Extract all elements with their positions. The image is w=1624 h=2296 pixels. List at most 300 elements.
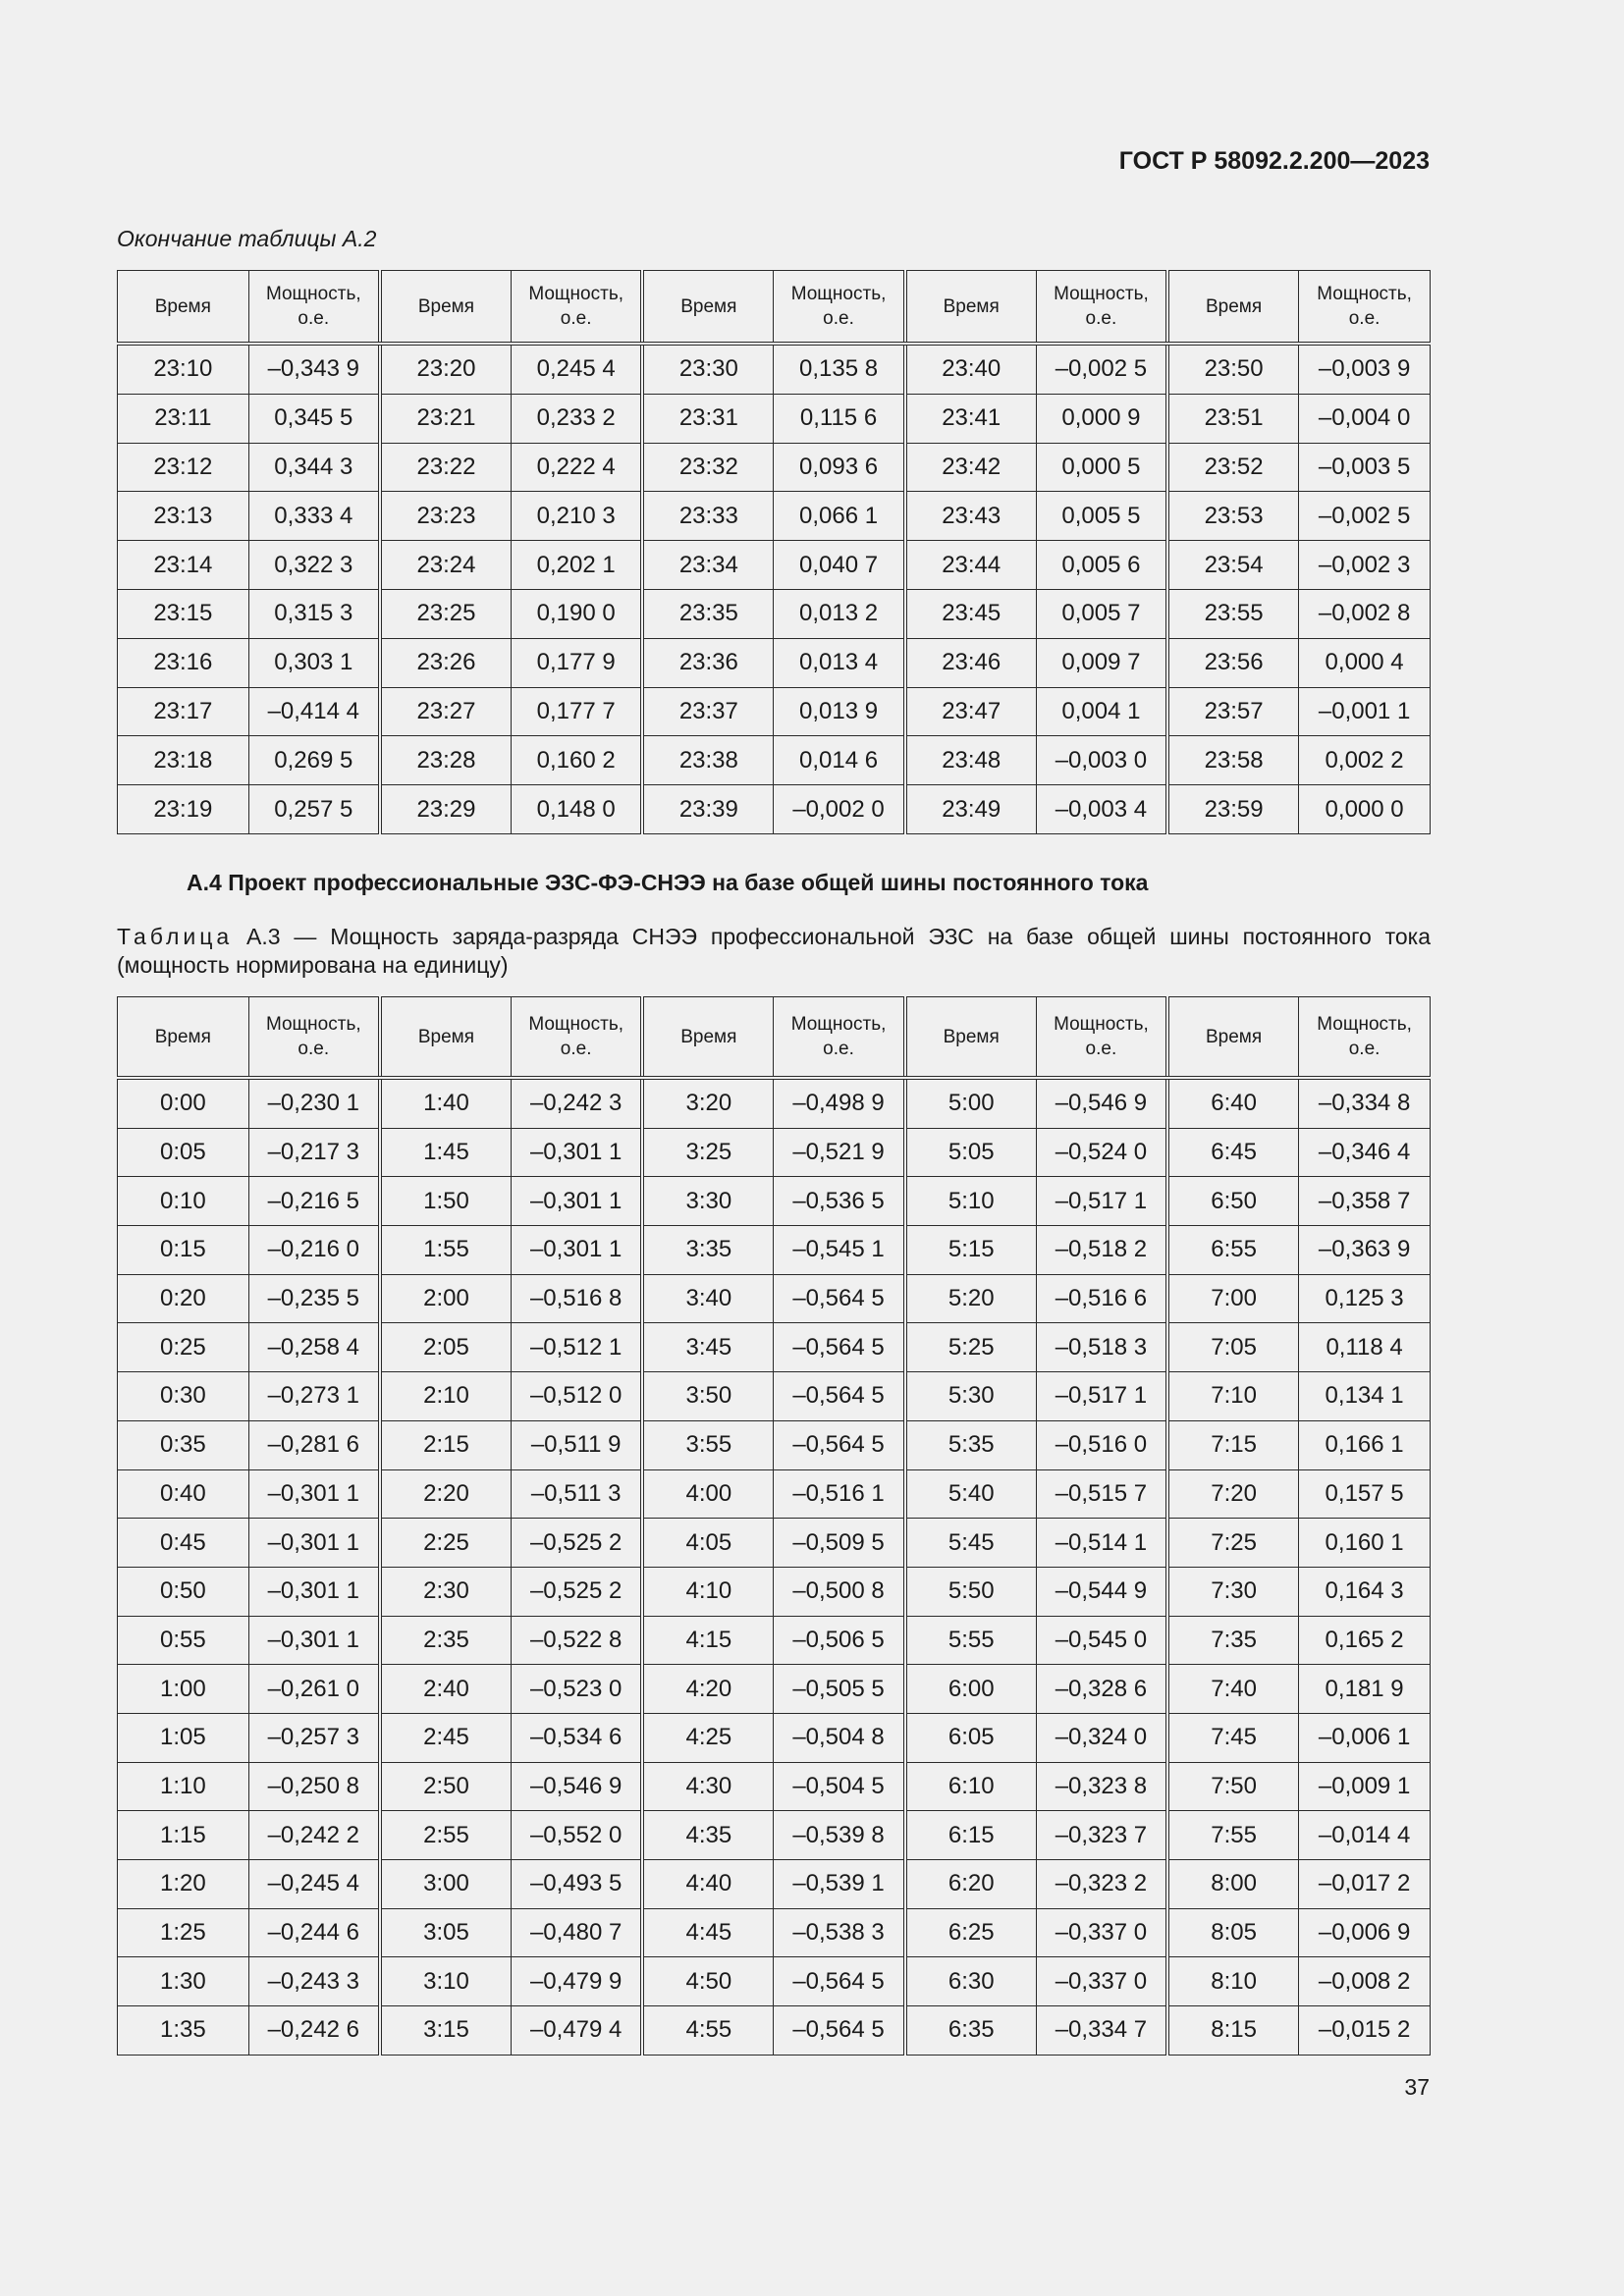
power-cell: –0,301 1 bbox=[248, 1519, 380, 1568]
time-cell: 0:35 bbox=[118, 1420, 249, 1469]
power-cell: 0,014 6 bbox=[774, 736, 905, 785]
time-cell: 3:45 bbox=[642, 1323, 774, 1372]
power-cell: 0,093 6 bbox=[774, 443, 905, 492]
time-cell: 7:35 bbox=[1167, 1616, 1299, 1665]
power-cell: –0,517 1 bbox=[1036, 1372, 1167, 1421]
table-caption-label: Таблица bbox=[117, 924, 234, 949]
power-cell: –0,015 2 bbox=[1299, 2006, 1431, 2056]
time-cell: 0:50 bbox=[118, 1567, 249, 1616]
power-cell: 0,157 5 bbox=[1299, 1469, 1431, 1519]
power-cell: –0,258 4 bbox=[248, 1323, 380, 1372]
time-cell: 23:56 bbox=[1167, 638, 1299, 687]
power-cell: –0,323 8 bbox=[1036, 1762, 1167, 1811]
table-row bbox=[118, 443, 1431, 492]
time-cell: 23:45 bbox=[905, 589, 1037, 638]
time-cell: 3:05 bbox=[380, 1908, 512, 1957]
time-cell: 23:19 bbox=[118, 785, 249, 834]
power-cell: –0,516 1 bbox=[774, 1469, 905, 1519]
time-cell: 23:24 bbox=[380, 541, 512, 590]
time-cell: 4:15 bbox=[642, 1616, 774, 1665]
power-cell: –0,003 5 bbox=[1299, 443, 1431, 492]
time-cell: 1:50 bbox=[380, 1177, 512, 1226]
time-cell: 23:43 bbox=[905, 492, 1037, 541]
power-cell: –0,363 9 bbox=[1299, 1226, 1431, 1275]
power-cell: –0,230 1 bbox=[248, 1078, 380, 1128]
power-cell: –0,002 5 bbox=[1299, 492, 1431, 541]
time-cell: 2:25 bbox=[380, 1519, 512, 1568]
power-cell: 0,013 4 bbox=[774, 638, 905, 687]
power-cell: –0,242 2 bbox=[248, 1811, 380, 1860]
power-cell: –0,261 0 bbox=[248, 1665, 380, 1714]
time-cell: 4:50 bbox=[642, 1957, 774, 2006]
time-cell: 23:22 bbox=[380, 443, 512, 492]
power-cell: –0,544 9 bbox=[1036, 1567, 1167, 1616]
power-cell: –0,242 3 bbox=[512, 1078, 643, 1128]
time-cell: 0:45 bbox=[118, 1519, 249, 1568]
time-cell: 23:57 bbox=[1167, 687, 1299, 736]
time-cell: 7:00 bbox=[1167, 1274, 1299, 1323]
time-cell: 6:10 bbox=[905, 1762, 1037, 1811]
table-row bbox=[118, 541, 1431, 590]
power-cell: 0,245 4 bbox=[512, 344, 643, 394]
column-header-power: Мощность, о.е. bbox=[774, 997, 905, 1079]
time-cell: 2:55 bbox=[380, 1811, 512, 1860]
power-cell: –0,536 5 bbox=[774, 1177, 905, 1226]
time-cell: 23:35 bbox=[642, 589, 774, 638]
power-cell: –0,244 6 bbox=[248, 1908, 380, 1957]
time-cell: 0:25 bbox=[118, 1323, 249, 1372]
power-cell: –0,506 5 bbox=[774, 1616, 905, 1665]
power-cell: –0,301 1 bbox=[512, 1226, 643, 1275]
time-cell: 0:40 bbox=[118, 1469, 249, 1519]
power-cell: –0,512 0 bbox=[512, 1372, 643, 1421]
power-cell: 0,210 3 bbox=[512, 492, 643, 541]
power-cell: –0,564 5 bbox=[774, 1274, 905, 1323]
power-cell: –0,003 4 bbox=[1036, 785, 1167, 834]
time-cell: 4:55 bbox=[642, 2006, 774, 2056]
time-cell: 1:10 bbox=[118, 1762, 249, 1811]
power-cell: –0,523 0 bbox=[512, 1665, 643, 1714]
section-title: Проект профессиональные ЭЗС-ФЭ-СНЭЭ на базе общей шины постоянного тока bbox=[228, 870, 1149, 895]
time-cell: 7:10 bbox=[1167, 1372, 1299, 1421]
time-cell: 5:30 bbox=[905, 1372, 1037, 1421]
power-cell: –0,564 5 bbox=[774, 1957, 905, 2006]
time-cell: 4:00 bbox=[642, 1469, 774, 1519]
time-cell: 2:20 bbox=[380, 1469, 512, 1519]
table-row bbox=[118, 1811, 1431, 1860]
power-cell: –0,505 5 bbox=[774, 1665, 905, 1714]
time-cell: 23:25 bbox=[380, 589, 512, 638]
time-cell: 4:30 bbox=[642, 1762, 774, 1811]
column-header-power: Мощность, о.е. bbox=[512, 997, 643, 1079]
time-cell: 23:21 bbox=[380, 394, 512, 443]
time-cell: 23:12 bbox=[118, 443, 249, 492]
power-cell: –0,003 9 bbox=[1299, 344, 1431, 394]
table-row bbox=[118, 1323, 1431, 1372]
table-header-row bbox=[118, 271, 1431, 345]
power-cell: –0,250 8 bbox=[248, 1762, 380, 1811]
power-cell: 0,165 2 bbox=[1299, 1616, 1431, 1665]
column-header-power: Мощность, о.е. bbox=[1036, 997, 1167, 1079]
table-row bbox=[118, 1665, 1431, 1714]
power-cell: –0,346 4 bbox=[1299, 1128, 1431, 1177]
power-cell: –0,414 4 bbox=[248, 687, 380, 736]
table-a3 bbox=[117, 996, 1431, 2056]
page-number: 37 bbox=[1404, 2074, 1430, 2100]
table-row bbox=[118, 1616, 1431, 1665]
table-row bbox=[118, 1128, 1431, 1177]
time-cell: 6:25 bbox=[905, 1908, 1037, 1957]
power-cell: –0,538 3 bbox=[774, 1908, 905, 1957]
power-cell: –0,479 4 bbox=[512, 2006, 643, 2056]
time-cell: 6:55 bbox=[1167, 1226, 1299, 1275]
column-header-power: Мощность, о.е. bbox=[774, 271, 905, 345]
power-cell: –0,564 5 bbox=[774, 1420, 905, 1469]
column-header-time: Время bbox=[642, 997, 774, 1079]
power-cell: –0,001 1 bbox=[1299, 687, 1431, 736]
column-header-time: Время bbox=[1167, 997, 1299, 1079]
power-cell: –0,004 0 bbox=[1299, 394, 1431, 443]
time-cell: 6:35 bbox=[905, 2006, 1037, 2056]
time-cell: 7:05 bbox=[1167, 1323, 1299, 1372]
column-header-time: Время bbox=[118, 271, 249, 345]
time-cell: 0:05 bbox=[118, 1128, 249, 1177]
time-cell: 23:41 bbox=[905, 394, 1037, 443]
time-cell: 23:32 bbox=[642, 443, 774, 492]
power-cell: 0,345 5 bbox=[248, 394, 380, 443]
time-cell: 7:50 bbox=[1167, 1762, 1299, 1811]
power-cell: 0,257 5 bbox=[248, 785, 380, 834]
power-cell: –0,512 1 bbox=[512, 1323, 643, 1372]
table-caption bbox=[117, 923, 1431, 980]
time-cell: 23:13 bbox=[118, 492, 249, 541]
time-cell: 8:15 bbox=[1167, 2006, 1299, 2056]
power-cell: –0,516 8 bbox=[512, 1274, 643, 1323]
time-cell: 6:15 bbox=[905, 1811, 1037, 1860]
time-cell: 4:35 bbox=[642, 1811, 774, 1860]
power-cell: –0,500 8 bbox=[774, 1567, 905, 1616]
power-cell: –0,564 5 bbox=[774, 2006, 905, 2056]
power-cell: 0,166 1 bbox=[1299, 1420, 1431, 1469]
power-cell: 0,000 9 bbox=[1036, 394, 1167, 443]
power-cell: –0,504 8 bbox=[774, 1713, 905, 1762]
power-cell: –0,014 4 bbox=[1299, 1811, 1431, 1860]
table-caption-text: А.3 — Мощность заряда-разряда СНЭЭ профессиональной ЭЗС на базе общей шины постоянного тока (мощность нормирована на единицу) bbox=[117, 924, 1431, 978]
time-cell: 23:58 bbox=[1167, 736, 1299, 785]
power-cell: 0,322 3 bbox=[248, 541, 380, 590]
table-row bbox=[118, 1469, 1431, 1519]
time-cell: 23:27 bbox=[380, 687, 512, 736]
column-header-power: Мощность, о.е. bbox=[1036, 271, 1167, 345]
section-heading bbox=[187, 870, 1148, 896]
time-cell: 23:11 bbox=[118, 394, 249, 443]
table-row bbox=[118, 1372, 1431, 1421]
table-row bbox=[118, 1420, 1431, 1469]
power-cell: –0,334 7 bbox=[1036, 2006, 1167, 2056]
table-row bbox=[118, 687, 1431, 736]
time-cell: 0:20 bbox=[118, 1274, 249, 1323]
power-cell: –0,511 9 bbox=[512, 1420, 643, 1469]
power-cell: –0,545 1 bbox=[774, 1226, 905, 1275]
time-cell: 3:00 bbox=[380, 1860, 512, 1909]
table-header-row bbox=[118, 997, 1431, 1079]
power-cell: 0,115 6 bbox=[774, 394, 905, 443]
power-cell: –0,564 5 bbox=[774, 1323, 905, 1372]
time-cell: 2:10 bbox=[380, 1372, 512, 1421]
power-cell: 0,164 3 bbox=[1299, 1567, 1431, 1616]
table-continuation-caption: Окончание таблицы А.2 bbox=[117, 226, 377, 251]
time-cell: 23:30 bbox=[642, 344, 774, 394]
power-cell: –0,002 3 bbox=[1299, 541, 1431, 590]
time-cell: 23:26 bbox=[380, 638, 512, 687]
time-cell: 3:25 bbox=[642, 1128, 774, 1177]
power-cell: 0,002 2 bbox=[1299, 736, 1431, 785]
time-cell: 8:10 bbox=[1167, 1957, 1299, 2006]
power-cell: 0,177 9 bbox=[512, 638, 643, 687]
power-cell: 0,135 8 bbox=[774, 344, 905, 394]
time-cell: 4:20 bbox=[642, 1665, 774, 1714]
power-cell: –0,216 0 bbox=[248, 1226, 380, 1275]
power-cell: 0,005 6 bbox=[1036, 541, 1167, 590]
time-cell: 3:30 bbox=[642, 1177, 774, 1226]
power-cell: –0,328 6 bbox=[1036, 1665, 1167, 1714]
time-cell: 23:34 bbox=[642, 541, 774, 590]
time-cell: 1:20 bbox=[118, 1860, 249, 1909]
power-cell: –0,216 5 bbox=[248, 1177, 380, 1226]
power-cell: 0,125 3 bbox=[1299, 1274, 1431, 1323]
power-cell: –0,337 0 bbox=[1036, 1957, 1167, 2006]
time-cell: 1:35 bbox=[118, 2006, 249, 2056]
power-cell: –0,257 3 bbox=[248, 1713, 380, 1762]
time-cell: 5:20 bbox=[905, 1274, 1037, 1323]
time-cell: 6:40 bbox=[1167, 1078, 1299, 1128]
time-cell: 3:35 bbox=[642, 1226, 774, 1275]
power-cell: –0,515 7 bbox=[1036, 1469, 1167, 1519]
power-cell: –0,301 1 bbox=[512, 1177, 643, 1226]
power-cell: –0,522 8 bbox=[512, 1616, 643, 1665]
time-cell: 23:44 bbox=[905, 541, 1037, 590]
power-cell: 0,269 5 bbox=[248, 736, 380, 785]
power-cell: –0,008 2 bbox=[1299, 1957, 1431, 2006]
time-cell: 2:30 bbox=[380, 1567, 512, 1616]
power-cell: –0,006 1 bbox=[1299, 1713, 1431, 1762]
time-cell: 6:00 bbox=[905, 1665, 1037, 1714]
time-cell: 23:36 bbox=[642, 638, 774, 687]
table-row bbox=[118, 785, 1431, 834]
time-cell: 7:45 bbox=[1167, 1713, 1299, 1762]
time-cell: 4:25 bbox=[642, 1713, 774, 1762]
time-cell: 23:59 bbox=[1167, 785, 1299, 834]
time-cell: 23:54 bbox=[1167, 541, 1299, 590]
power-cell: –0,337 0 bbox=[1036, 1908, 1167, 1957]
time-cell: 6:50 bbox=[1167, 1177, 1299, 1226]
time-cell: 1:00 bbox=[118, 1665, 249, 1714]
power-cell: –0,480 7 bbox=[512, 1908, 643, 1957]
time-cell: 7:15 bbox=[1167, 1420, 1299, 1469]
time-cell: 0:15 bbox=[118, 1226, 249, 1275]
time-cell: 5:55 bbox=[905, 1616, 1037, 1665]
power-cell: 0,160 2 bbox=[512, 736, 643, 785]
section-number: А.4 bbox=[187, 870, 222, 895]
time-cell: 4:10 bbox=[642, 1567, 774, 1616]
time-cell: 23:29 bbox=[380, 785, 512, 834]
time-cell: 6:05 bbox=[905, 1713, 1037, 1762]
power-cell: –0,504 5 bbox=[774, 1762, 905, 1811]
time-cell: 23:37 bbox=[642, 687, 774, 736]
table-row bbox=[118, 1762, 1431, 1811]
table-row bbox=[118, 1177, 1431, 1226]
power-cell: –0,539 8 bbox=[774, 1811, 905, 1860]
time-cell: 0:00 bbox=[118, 1078, 249, 1128]
table-row bbox=[118, 1957, 1431, 2006]
time-cell: 8:00 bbox=[1167, 1860, 1299, 1909]
time-cell: 1:40 bbox=[380, 1078, 512, 1128]
time-cell: 23:20 bbox=[380, 344, 512, 394]
table-row bbox=[118, 1274, 1431, 1323]
time-cell: 3:15 bbox=[380, 2006, 512, 2056]
power-cell: –0,301 1 bbox=[248, 1567, 380, 1616]
power-cell: –0,323 7 bbox=[1036, 1811, 1167, 1860]
time-cell: 23:38 bbox=[642, 736, 774, 785]
power-cell: –0,509 5 bbox=[774, 1519, 905, 1568]
time-cell: 23:46 bbox=[905, 638, 1037, 687]
time-cell: 4:05 bbox=[642, 1519, 774, 1568]
time-cell: 23:49 bbox=[905, 785, 1037, 834]
power-cell: –0,521 9 bbox=[774, 1128, 905, 1177]
time-cell: 2:35 bbox=[380, 1616, 512, 1665]
power-cell: –0,243 3 bbox=[248, 1957, 380, 2006]
time-cell: 1:15 bbox=[118, 1811, 249, 1860]
power-cell: –0,517 1 bbox=[1036, 1177, 1167, 1226]
power-cell: 0,118 4 bbox=[1299, 1323, 1431, 1372]
column-header-time: Время bbox=[905, 997, 1037, 1079]
time-cell: 23:33 bbox=[642, 492, 774, 541]
power-cell: –0,002 8 bbox=[1299, 589, 1431, 638]
power-cell: 0,160 1 bbox=[1299, 1519, 1431, 1568]
power-cell: –0,334 8 bbox=[1299, 1078, 1431, 1128]
power-cell: –0,525 2 bbox=[512, 1519, 643, 1568]
table-row bbox=[118, 394, 1431, 443]
power-cell: 0,315 3 bbox=[248, 589, 380, 638]
time-cell: 5:35 bbox=[905, 1420, 1037, 1469]
power-cell: –0,546 9 bbox=[512, 1762, 643, 1811]
time-cell: 2:45 bbox=[380, 1713, 512, 1762]
time-cell: 1:05 bbox=[118, 1713, 249, 1762]
power-cell: –0,564 5 bbox=[774, 1372, 905, 1421]
table-row bbox=[118, 1078, 1431, 1128]
power-cell: 0,013 2 bbox=[774, 589, 905, 638]
time-cell: 8:05 bbox=[1167, 1908, 1299, 1957]
table-row bbox=[118, 344, 1431, 394]
column-header-power: Мощность, о.е. bbox=[512, 271, 643, 345]
time-cell: 2:40 bbox=[380, 1665, 512, 1714]
time-cell: 23:16 bbox=[118, 638, 249, 687]
time-cell: 7:20 bbox=[1167, 1469, 1299, 1519]
time-cell: 23:40 bbox=[905, 344, 1037, 394]
power-cell: 0,190 0 bbox=[512, 589, 643, 638]
time-cell: 3:55 bbox=[642, 1420, 774, 1469]
table-row bbox=[118, 1519, 1431, 1568]
power-cell: –0,518 2 bbox=[1036, 1226, 1167, 1275]
time-cell: 0:55 bbox=[118, 1616, 249, 1665]
power-cell: –0,301 1 bbox=[248, 1616, 380, 1665]
power-cell: –0,525 2 bbox=[512, 1567, 643, 1616]
time-cell: 7:25 bbox=[1167, 1519, 1299, 1568]
time-cell: 23:17 bbox=[118, 687, 249, 736]
table-row bbox=[118, 638, 1431, 687]
power-cell: –0,235 5 bbox=[248, 1274, 380, 1323]
power-cell: –0,017 2 bbox=[1299, 1860, 1431, 1909]
power-cell: –0,002 0 bbox=[774, 785, 905, 834]
power-cell: –0,003 0 bbox=[1036, 736, 1167, 785]
power-cell: –0,534 6 bbox=[512, 1713, 643, 1762]
time-cell: 3:20 bbox=[642, 1078, 774, 1128]
power-cell: 0,233 2 bbox=[512, 394, 643, 443]
time-cell: 2:00 bbox=[380, 1274, 512, 1323]
power-cell: –0,301 1 bbox=[248, 1469, 380, 1519]
time-cell: 23:42 bbox=[905, 443, 1037, 492]
power-cell: 0,303 1 bbox=[248, 638, 380, 687]
power-cell: 0,005 7 bbox=[1036, 589, 1167, 638]
power-cell: –0,358 7 bbox=[1299, 1177, 1431, 1226]
time-cell: 1:45 bbox=[380, 1128, 512, 1177]
power-cell: 0,148 0 bbox=[512, 785, 643, 834]
table-row bbox=[118, 1226, 1431, 1275]
column-header-time: Время bbox=[380, 271, 512, 345]
time-cell: 23:10 bbox=[118, 344, 249, 394]
power-cell: –0,245 4 bbox=[248, 1860, 380, 1909]
time-cell: 2:15 bbox=[380, 1420, 512, 1469]
power-cell: 0,009 7 bbox=[1036, 638, 1167, 687]
time-cell: 23:48 bbox=[905, 736, 1037, 785]
column-header-time: Время bbox=[380, 997, 512, 1079]
time-cell: 5:50 bbox=[905, 1567, 1037, 1616]
time-cell: 23:47 bbox=[905, 687, 1037, 736]
time-cell: 7:55 bbox=[1167, 1811, 1299, 1860]
time-cell: 6:20 bbox=[905, 1860, 1037, 1909]
time-cell: 5:45 bbox=[905, 1519, 1037, 1568]
power-cell: –0,493 5 bbox=[512, 1860, 643, 1909]
time-cell: 0:10 bbox=[118, 1177, 249, 1226]
time-cell: 23:53 bbox=[1167, 492, 1299, 541]
time-cell: 2:50 bbox=[380, 1762, 512, 1811]
time-cell: 7:30 bbox=[1167, 1567, 1299, 1616]
time-cell: 5:40 bbox=[905, 1469, 1037, 1519]
power-cell: –0,498 9 bbox=[774, 1078, 905, 1128]
power-cell: 0,202 1 bbox=[512, 541, 643, 590]
column-header-time: Время bbox=[642, 271, 774, 345]
power-cell: –0,301 1 bbox=[512, 1128, 643, 1177]
power-cell: 0,013 9 bbox=[774, 687, 905, 736]
time-cell: 5:10 bbox=[905, 1177, 1037, 1226]
time-cell: 0:30 bbox=[118, 1372, 249, 1421]
time-cell: 5:00 bbox=[905, 1078, 1037, 1128]
power-cell: –0,516 0 bbox=[1036, 1420, 1167, 1469]
power-cell: 0,005 5 bbox=[1036, 492, 1167, 541]
power-cell: –0,514 1 bbox=[1036, 1519, 1167, 1568]
power-cell: 0,040 7 bbox=[774, 541, 905, 590]
power-cell: –0,002 5 bbox=[1036, 344, 1167, 394]
time-cell: 23:15 bbox=[118, 589, 249, 638]
power-cell: 0,000 0 bbox=[1299, 785, 1431, 834]
column-header-power: Мощность, о.е. bbox=[1299, 997, 1431, 1079]
power-cell: –0,546 9 bbox=[1036, 1078, 1167, 1128]
time-cell: 7:40 bbox=[1167, 1665, 1299, 1714]
time-cell: 6:45 bbox=[1167, 1128, 1299, 1177]
column-header-time: Время bbox=[1167, 271, 1299, 345]
power-cell: –0,273 1 bbox=[248, 1372, 380, 1421]
power-cell: –0,323 2 bbox=[1036, 1860, 1167, 1909]
